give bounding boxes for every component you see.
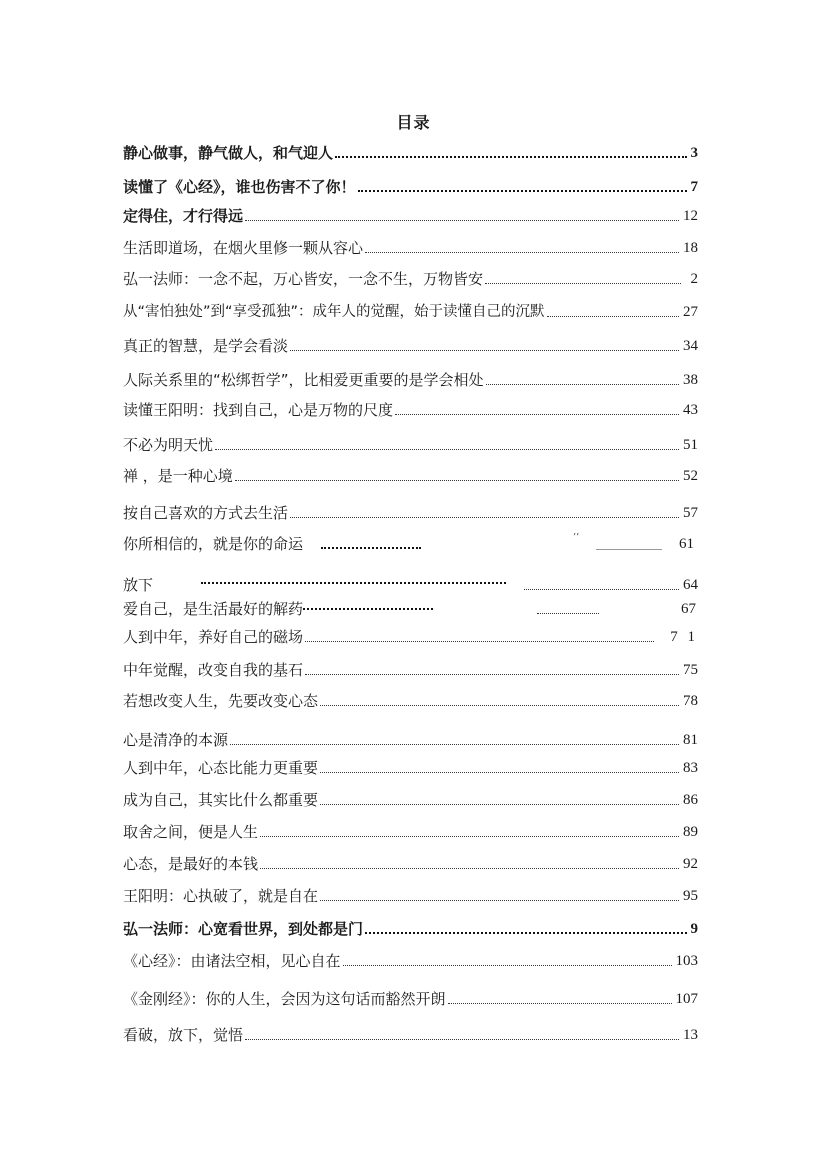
toc-entry-page: 18 — [683, 240, 698, 256]
dot-leader — [537, 612, 599, 614]
dot-leader — [245, 1038, 679, 1040]
toc-entry[interactable] — [123, 205, 698, 227]
toc-entry[interactable] — [123, 335, 698, 357]
toc-entry-title: 按自己喜欢的方式去生活 — [123, 504, 289, 522]
dot-leader — [335, 155, 686, 158]
toc-entry-page: 51 — [683, 437, 698, 453]
dot-leader — [320, 771, 679, 773]
toc-entry-page: 67 — [681, 601, 696, 617]
toc-entry-title: 禅 ，是一种心境 — [123, 467, 233, 485]
dot-leader — [303, 607, 433, 610]
toc-entry-title: 爱自己，是生活最好的解药 — [123, 600, 304, 618]
dot-leader — [485, 282, 680, 284]
toc-entry-title: 人际关系里的“松绑哲学”，比相爱更重要的是学会相处 — [123, 371, 484, 389]
toc-entry-title: 弘一法师：一念不起，万心皆安，一念不生，万物皆安 — [123, 270, 484, 288]
toc-entry-page: 83 — [683, 760, 698, 776]
toc-entry-page: 34 — [683, 338, 698, 354]
toc-entry-page: 7 1 — [670, 629, 698, 645]
toc-entry[interactable] — [123, 918, 698, 940]
toc-entry[interactable] — [123, 369, 698, 391]
toc-entry-page: 7 — [690, 179, 698, 195]
toc-entry[interactable] — [123, 626, 698, 648]
toc-entry-page: 12 — [683, 208, 698, 224]
toc-entry-page: 81 — [683, 732, 698, 748]
dot-leader — [547, 315, 679, 317]
toc-entry-title: 静心做事，静气做人，和气迎人 — [123, 144, 334, 162]
dot-leader — [245, 219, 679, 221]
dot-leader — [215, 448, 679, 450]
toc-entry[interactable] — [123, 885, 698, 907]
toc-entry-title: 《心经》：由诸法空相，见心自在 — [123, 952, 341, 970]
toc-entry-page: 92 — [683, 856, 698, 872]
toc-entry-page: 75 — [683, 662, 698, 678]
toc-entry-title: 心态，是最好的本钱 — [123, 855, 259, 873]
toc-entry[interactable] — [123, 399, 698, 421]
toc-entry-title: 生活即道场，在烟火里修一颗从容心 — [123, 239, 364, 257]
toc-entry-title: 你所相信的，就是你的命运 — [123, 535, 304, 553]
toc-entry-page: 86 — [683, 792, 698, 808]
underline-rule — [596, 549, 662, 550]
toc-entry-page: 52 — [683, 468, 698, 484]
toc-entry-title: 弘一法师：心宽看世界，到处都是门 — [123, 920, 364, 938]
dot-leader — [320, 803, 679, 805]
toc-entry-page: 107 — [675, 991, 698, 1007]
toc-entry-title: 人到中年，养好自己的磁场 — [123, 628, 304, 646]
dot-leader — [201, 581, 506, 584]
toc-title: 目录 — [396, 113, 431, 132]
toc-entry[interactable] — [123, 950, 698, 972]
toc-entry-title: 成为自己，其实比什么都重要 — [123, 791, 319, 809]
toc-entry[interactable] — [123, 690, 698, 712]
toc-entry-title: 中年觉醒，改变自我的基石 — [123, 661, 304, 679]
toc-entry-page: 95 — [683, 888, 698, 904]
toc-list — [123, 0, 698, 1170]
dot-leader — [230, 743, 679, 745]
toc-entry-title: 不必为明天忧 — [123, 436, 214, 454]
toc-entry-title: 从“害怕独处”到“享受孤独”：成年人的觉醒，始于读懂自己的沉默 — [123, 304, 545, 320]
toc-entry[interactable] — [123, 176, 698, 198]
toc-entry[interactable] — [123, 853, 698, 875]
dot-leader — [305, 673, 679, 675]
toc-entry[interactable] — [123, 729, 698, 751]
toc-entry-title: 王阳明：心执破了，就是自在 — [123, 887, 319, 905]
toc-entry-page: 57 — [683, 505, 698, 521]
toc-entry-page: 38 — [683, 372, 698, 388]
toc-entry[interactable] — [123, 574, 698, 596]
toc-entry-title: 取舍之间，便是人生 — [123, 823, 259, 841]
toc-entry[interactable] — [123, 465, 698, 487]
toc-entry-title: 定得住，才行得远 — [123, 207, 244, 225]
toc-entry-title: 《金刚经》：你的人生，会因为这句话而豁然开朗 — [123, 990, 446, 1008]
toc-entry[interactable] — [123, 988, 698, 1010]
dot-leader — [290, 349, 679, 351]
toc-entry-page: 3 — [690, 145, 698, 161]
toc-entry[interactable] — [123, 757, 698, 779]
toc-entry-title: 真正的智慧，是学会看淡 — [123, 337, 289, 355]
toc-entry-page: 61 — [679, 536, 694, 552]
toc-entry[interactable] — [123, 533, 698, 555]
dot-leader — [358, 189, 687, 192]
toc-entry-title: 读懂王阳明：找到自己，心是万物的尺度 — [123, 401, 394, 419]
toc-entry[interactable] — [123, 434, 698, 456]
dot-leader — [343, 964, 672, 966]
toc-entry[interactable] — [123, 821, 698, 843]
toc-entry-page: 78 — [683, 693, 698, 709]
toc-entry-page: 2 — [690, 271, 698, 287]
dot-leader — [524, 588, 679, 590]
toc-entry-title: 读懂了《心经》，谁也伤害不了你！ — [123, 178, 356, 196]
dot-leader — [290, 516, 679, 518]
toc-entry[interactable] — [123, 1024, 698, 1046]
toc-entry[interactable] — [123, 268, 698, 290]
dot-leader — [395, 413, 679, 415]
toc-entry-page: 103 — [675, 953, 698, 969]
toc-entry[interactable] — [123, 237, 698, 259]
toc-entry-page: 27 — [683, 304, 698, 320]
dot-leader — [486, 383, 679, 385]
toc-entry[interactable] — [123, 301, 698, 323]
toc-entry-page: 9 — [690, 921, 698, 937]
toc-entry-page: 43 — [683, 402, 698, 418]
dot-leader — [320, 704, 679, 706]
toc-entry-page: 13 — [683, 1027, 698, 1043]
toc-entry[interactable] — [123, 659, 698, 681]
dot-leader — [365, 251, 679, 253]
toc-entry-title: 若想改变人生，先要改变心态 — [123, 692, 319, 710]
toc-entry-page: 64 — [683, 577, 698, 593]
toc-entry-page: 89 — [683, 824, 698, 840]
toc-entry[interactable] — [123, 502, 698, 524]
dot-leader — [365, 931, 686, 934]
dot-leader — [235, 479, 679, 481]
toc-entry[interactable] — [123, 142, 698, 164]
toc-entry[interactable] — [123, 598, 698, 620]
toc-entry-title: 心是清净的本源 — [123, 731, 229, 749]
toc-entry-title: 人到中年，心态比能力更重要 — [123, 759, 319, 777]
stray-quote-mark: ’’ — [573, 532, 580, 543]
dot-leader — [305, 640, 654, 642]
toc-entry[interactable] — [123, 789, 698, 811]
dot-leader — [321, 546, 421, 549]
dot-leader — [320, 899, 679, 901]
dot-leader — [448, 1002, 672, 1004]
dot-leader — [260, 835, 679, 837]
toc-entry-title: 看破，放下，觉悟 — [123, 1026, 244, 1044]
toc-entry-title: 放下 — [123, 576, 154, 594]
dot-leader — [260, 867, 679, 869]
